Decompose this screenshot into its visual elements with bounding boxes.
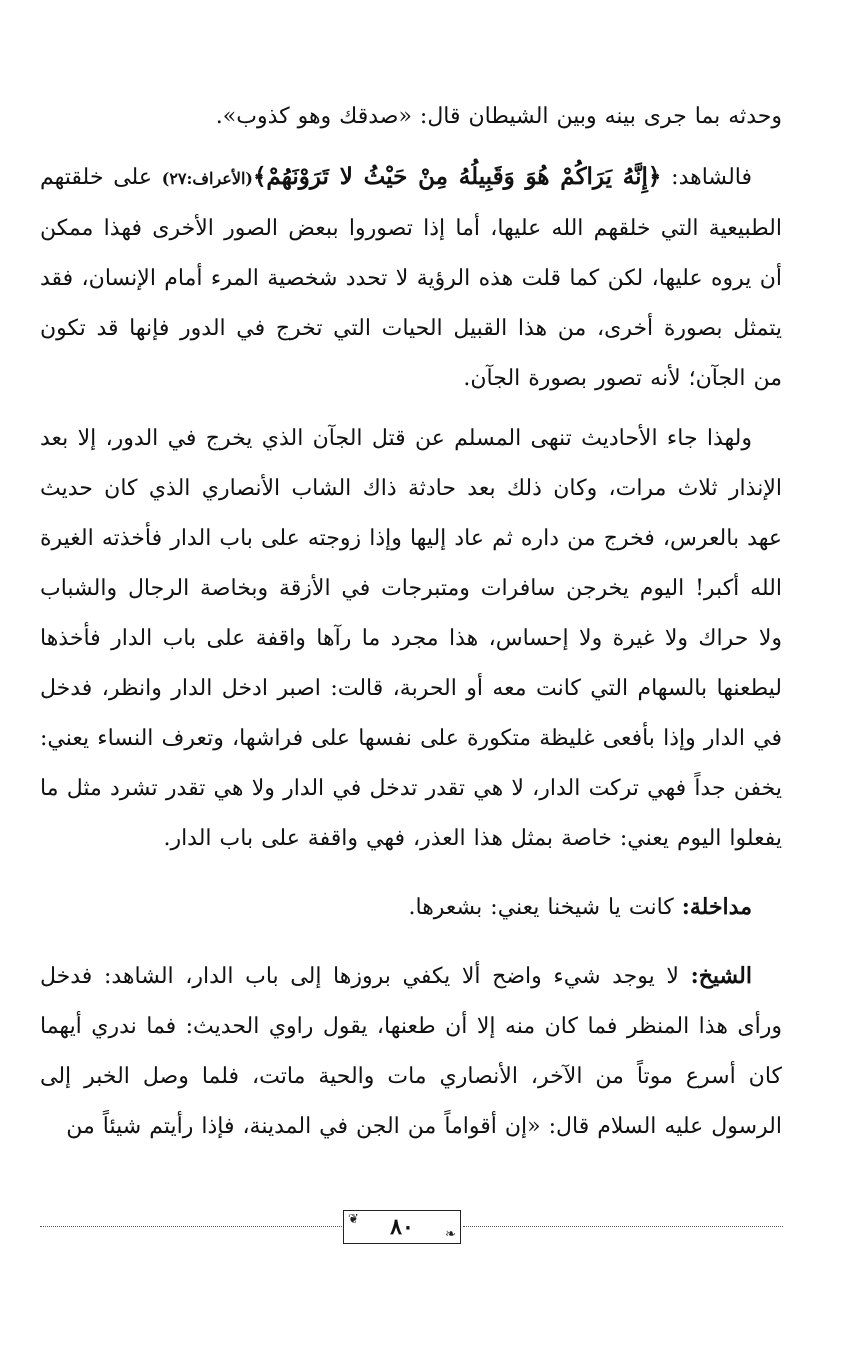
footer-divider-left (40, 1226, 342, 1227)
verse-reference: (الأعراف:٢٧) (161, 169, 253, 188)
paragraph-4 (40, 882, 782, 933)
paragraph-2-text: على خلقتهم الطبيعية التي خلقهم الله عليها، أما إذا تصوروا ببعض الصور الأخرى فهذا ممكن أن يروه عليها، لكن كما قلت هذه الرؤية لا تحدد شخصية المرء أمام الإنسان، فقد يتمثل بصورة أخرى، من هذا القبيل الحيات التي تخرج في الدور فإنها قد تكون من الجآن؛ لأنه تصور بصورة الجآن. (40, 165, 782, 391)
speaker-label-sheikh: الشيخ: (690, 963, 752, 989)
footer-divider-right (463, 1226, 783, 1227)
ornament-icon: ❦ (348, 1212, 359, 1227)
paragraph-2 (40, 152, 782, 404)
paragraph-3-text: ولهذا جاء الأحاديث تنهى المسلم عن قتل الجآن الذي يخرج في الدور، إلا بعد الإنذار ثلاث مرات، وكان ذلك بعد حادثة ذاك الشاب الأنصاري الذي كان حديث عهد بالعرس، فخرج من داره ثم عاد إليها وإذا زوجته على باب الدار فأخذته الغيرة الله أكبر! اليوم يخرجن سافرات ومتبرجات في الأزقة وبخاصة الرجال والشباب ولا حراك ولا غيرة ولا إحساس، هذا مجرد ما رآها واقفة على باب الدار فأخذها ليطعنها بالسهام التي كانت معه أو الحربة، قالت: اصبر ادخل الدار وانظر، فدخل في الدار وإذا بأفعى غليظة متكورة على نفسها على فراشها، وتعرف النساء يعني: يخفن جداً فهي تركت الدار، لا هي تقدر تدخل في الدار ولا هي تقدر تشرد مثل ما يفعلوا اليوم يعني: خاصة بمثل هذا العذر، فهي واقفة على باب الدار. (40, 426, 782, 851)
paragraph-1 (40, 92, 782, 142)
paragraph-1-text: وحدثه بما جرى بينه وبين الشيطان قال: «صدقك وهو كذوب». (215, 104, 782, 129)
paragraph-5-text: لا يوجد شيء واضح ألا يكفي بروزها إلى باب الدار، الشاهد: فدخل ورأى هذا المنظر فما كان منه إلا أن طعنها، يقول راوي الحديث: فما ندري أيهما كان أسرع موتاً من الآخر، الأنصاري مات والحية ماتت، فلما وصل الخبر إلى الرسول عليه السلام قال: «إن أقواماً من الجن في المدينة، فإذا رأيتم شيئاً من (40, 964, 782, 1139)
quran-verse: ﴿إِنَّهُ يَرَاكُمْ هُوَ وَقَبِيلُهُ مِنْ حَيْثُ لا تَرَوْنَهُمْ﴾ (252, 163, 662, 190)
paragraph-4-text: كانت يا شيخنا يعني: بشعرها. (408, 895, 674, 920)
page-number-frame (343, 1210, 461, 1244)
paragraph-5 (40, 951, 782, 1152)
paragraph-2-lead: فالشاهد: (671, 165, 752, 190)
paragraph-3 (40, 414, 782, 864)
speaker-label-intervention: مداخلة: (681, 894, 752, 920)
ornament-icon: ❧ (445, 1227, 456, 1242)
page-number: ٨٠ (390, 1214, 414, 1240)
page-body (40, 92, 782, 1152)
